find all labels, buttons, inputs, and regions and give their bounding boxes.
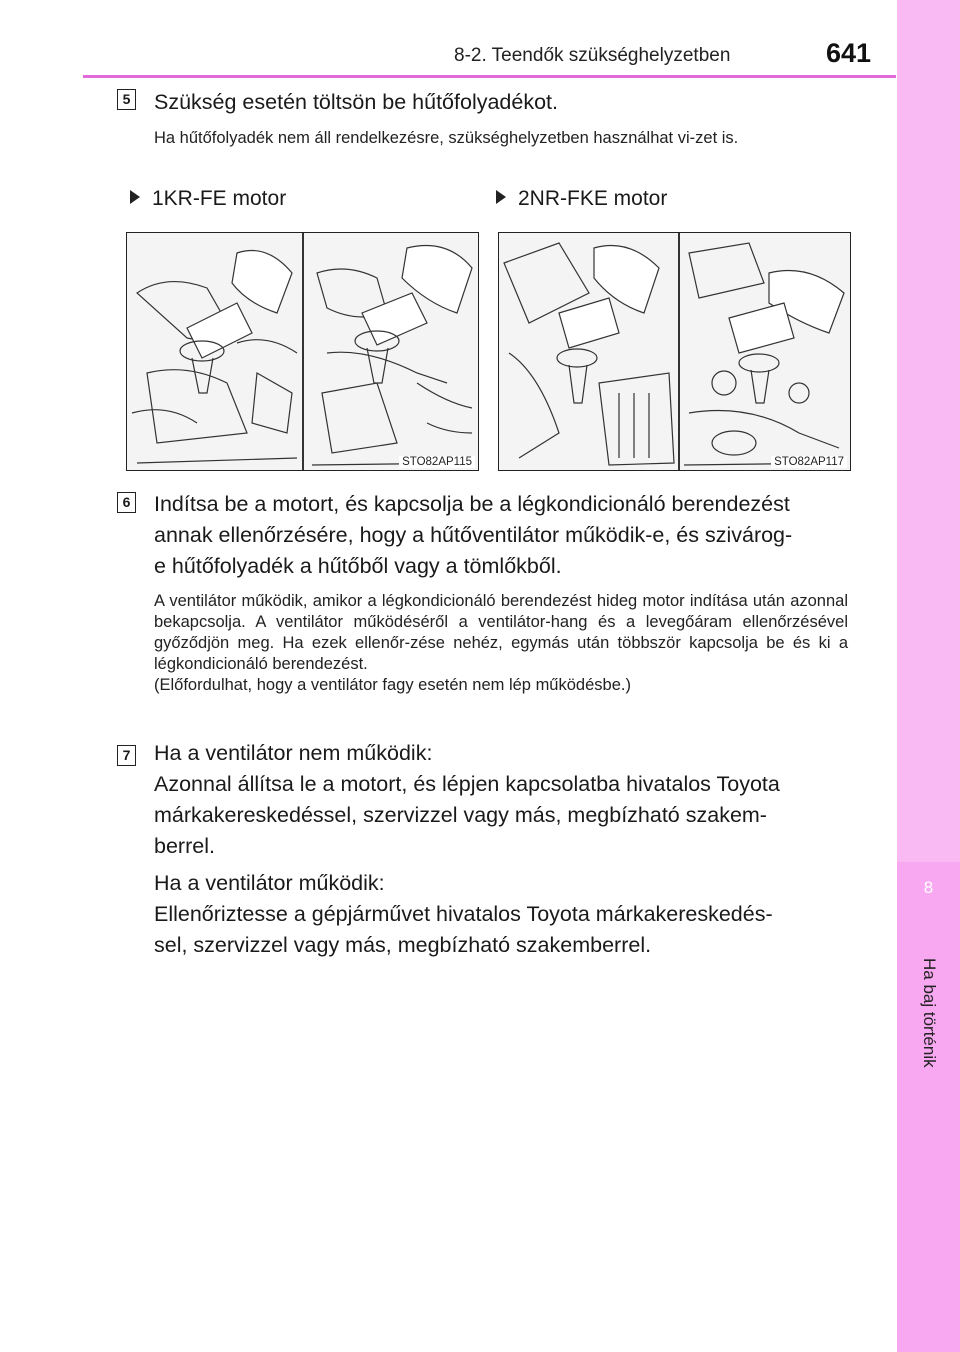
- page-number: 641: [826, 38, 872, 68]
- step-6-note-extra: (Előfordulhat, hogy a ventilátor fagy esetén nem lép működésbe.): [154, 676, 631, 694]
- chapter-side-tab: [897, 0, 960, 1352]
- arrow-right-icon: [130, 190, 140, 204]
- step-6-title-line-2: annak ellenőrzésére, hogy a hűtőventilátor működik-e, és szivárog-: [154, 523, 793, 547]
- step-number-7: 7: [117, 745, 136, 766]
- step-number-5: 5: [117, 89, 136, 110]
- step-6-note: [154, 591, 848, 696]
- step-7-case-1-line-2: márkakereskedéssel, szervizzel vagy más, megbízható szakem-: [154, 803, 767, 827]
- engine-illustration-2nr: [499, 233, 851, 471]
- section-title: 8-2. Teendők szükséghelyzetben: [454, 45, 731, 66]
- step-7-case-1-line-1: Azonnal állítsa le a motort, és lépjen kapcsolatba hivatalos Toyota: [154, 772, 780, 796]
- step-6-title-line-3: e hűtőfolyadék a hűtőből vagy a tömlőkből.: [154, 554, 562, 578]
- step-7-case-1-line-3: berrel.: [154, 834, 215, 858]
- header-rule: [83, 75, 896, 78]
- step-7-case-1-heading: Ha a ventilátor nem működik:: [154, 741, 433, 765]
- engine-label-2nr-text: 2NR-FKE motor: [518, 187, 668, 210]
- step-6-title-line-1: Indítsa be a motort, és kapcsolja be a légkondicionáló berendezést: [154, 492, 790, 516]
- chapter-number: 8: [923, 878, 934, 897]
- step-number-6: 6: [117, 492, 136, 513]
- figure-1kr-coolant-fill: [126, 232, 479, 471]
- figure-2nr-coolant-fill: [498, 232, 851, 471]
- step-7-case-2-line-1: Ellenőriztesse a gépjárművet hivatalos Toyota márkakereskedés-: [154, 902, 773, 926]
- step-6-title: [154, 489, 859, 582]
- arrow-right-icon: [496, 190, 506, 204]
- step-7-case-2: [154, 868, 859, 961]
- engine-label-1kr-text: 1KR-FE motor: [152, 187, 287, 210]
- step-5-title: Szükség esetén töltsön be hűtőfolyadékot.: [154, 90, 558, 114]
- chapter-title: Ha baj történik: [920, 958, 939, 1068]
- engine-illustration-1kr: [127, 233, 479, 471]
- step-5-note: Ha hűtőfolyadék nem áll rendelkezésre, szükséghelyzetben használhat vi-zet is.: [154, 129, 739, 147]
- figure-code-left: STO82AP115: [399, 456, 475, 468]
- step-7-case-1: [154, 738, 859, 862]
- engine-label-2nr: [496, 187, 667, 211]
- side-tab-upper: [897, 0, 960, 862]
- step-7-case-2-heading: Ha a ventilátor működik:: [154, 871, 385, 895]
- step-7-case-2-line-2: sel, szervizzel vagy más, megbízható szakemberrel.: [154, 933, 652, 957]
- step-6-note-body: A ventilátor működik, amikor a légkondicionáló berendezést hideg motor indítása után azonnal bekapcsolja. A ventilátor működéséről a ventilátor-hang és a levegőáram ellenőrzésével győződjön meg. Ha ezek ellenőr-zése nehéz, egymás után többször kapcsolja be és ki a légkondicionáló berendezést.: [154, 592, 848, 673]
- figure-code-right: STO82AP117: [771, 456, 847, 468]
- engine-label-1kr: [130, 187, 286, 211]
